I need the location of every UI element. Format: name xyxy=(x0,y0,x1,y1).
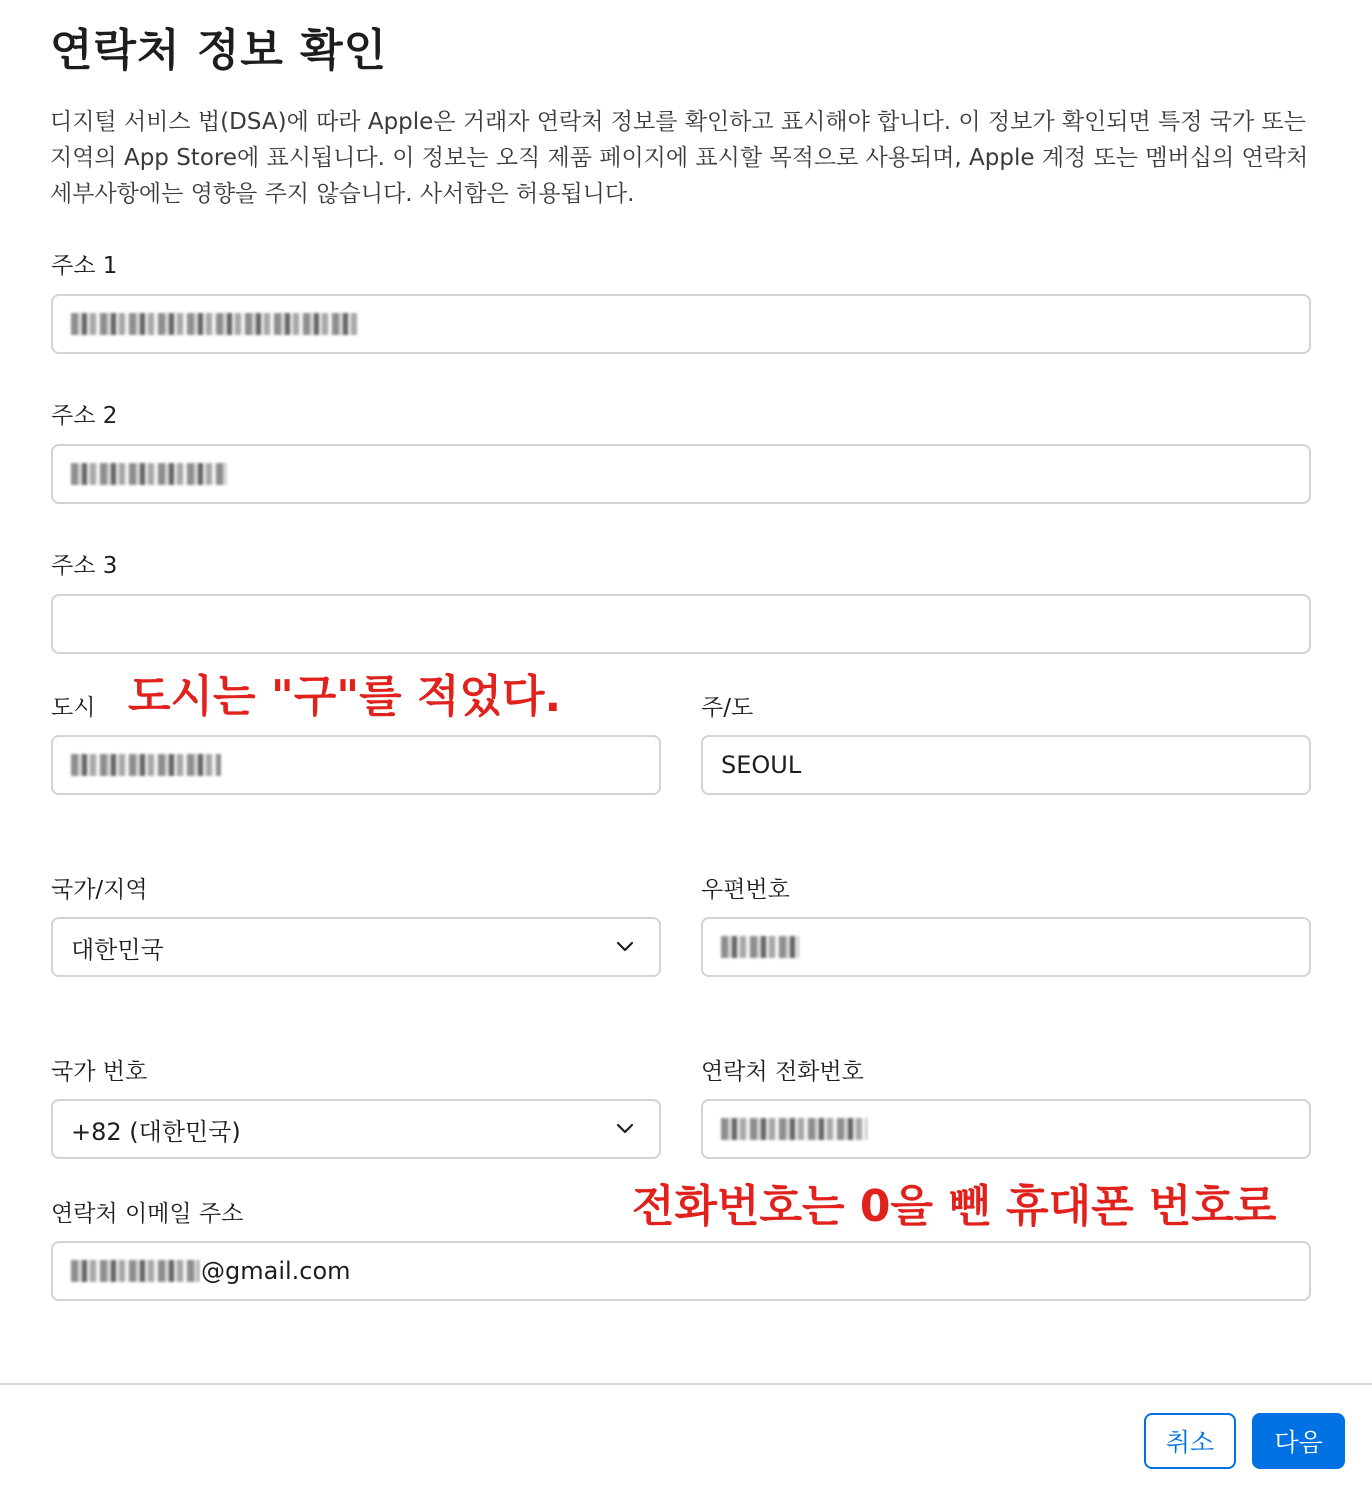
city-label: 도시 xyxy=(51,695,96,721)
redacted-value xyxy=(721,1118,867,1140)
phone-label: 연락처 전화번호 xyxy=(701,1059,864,1085)
address3-input[interactable] xyxy=(51,594,1311,654)
redacted-value xyxy=(71,1260,199,1282)
postal-label: 우편번호 xyxy=(701,877,790,903)
state-value: SEOUL xyxy=(721,751,802,779)
redacted-value xyxy=(71,463,227,485)
page-description: 디지털 서비스 법(DSA)에 따라 Apple은 거래자 연락처 정보를 확인하고 표시해야 합니다. 이 정보가 확인되면 특정 국가 또는 지역의 App Store에 표시됩니다. 이 정보는 오직 제품 페이지에 표시할 목적으로 사용되며, Apple 계정 또는 멤버십의 연락처 세부사항에는 영향을 주지 않습니다. 사서함은 허용됩니다. xyxy=(50,109,1309,207)
email-suffix: @gmail.com xyxy=(201,1257,351,1285)
country-code-select[interactable] xyxy=(51,1099,661,1159)
state-label: 주/도 xyxy=(701,695,754,721)
address3-label: 주소 3 xyxy=(51,553,118,579)
page-title: 연락처 정보 확인 xyxy=(50,25,388,76)
footer-divider xyxy=(0,1383,1372,1385)
address1-label: 주소 1 xyxy=(51,253,118,279)
redacted-value xyxy=(721,936,799,958)
email-input[interactable] xyxy=(51,1241,1311,1301)
country-value: 대한민국 xyxy=(71,935,164,964)
cancel-button[interactable]: 취소 xyxy=(1144,1413,1236,1469)
next-button[interactable]: 다음 xyxy=(1252,1413,1345,1469)
postal-input[interactable] xyxy=(701,917,1311,977)
country-code-value: +82 (대한민국) xyxy=(71,1117,241,1146)
redacted-value xyxy=(71,754,221,776)
redacted-value xyxy=(71,313,357,335)
email-label: 연락처 이메일 주소 xyxy=(51,1201,244,1227)
city-input[interactable] xyxy=(51,735,661,795)
country-code-label: 국가 번호 xyxy=(51,1059,148,1085)
city-annotation: 도시는 "구"를 적었다. xyxy=(128,671,562,722)
phone-annotation: 전화번호는 0을 뺀 휴대폰 번호로 xyxy=(632,1181,1277,1232)
country-select[interactable] xyxy=(51,917,661,977)
country-label: 국가/지역 xyxy=(51,877,148,903)
chevron-down-icon xyxy=(615,1119,635,1139)
address1-input[interactable] xyxy=(51,294,1311,354)
phone-input[interactable] xyxy=(701,1099,1311,1159)
address2-input[interactable] xyxy=(51,444,1311,504)
address2-label: 주소 2 xyxy=(51,403,118,429)
chevron-down-icon xyxy=(615,937,635,957)
state-input[interactable] xyxy=(701,735,1311,795)
